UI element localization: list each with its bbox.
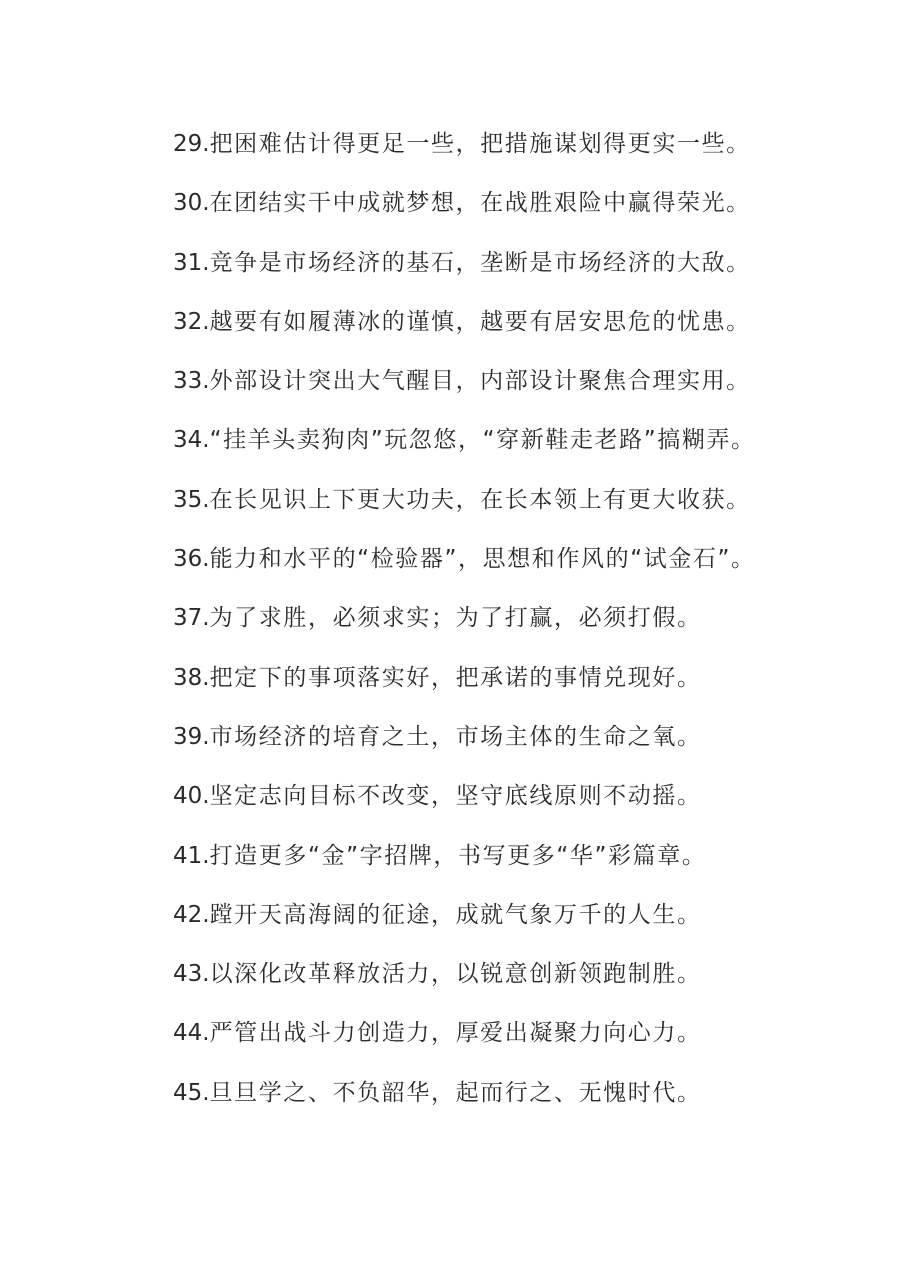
item-number: 39. bbox=[173, 723, 210, 750]
item-number: 38. bbox=[173, 664, 210, 691]
item-number: 33. bbox=[173, 368, 210, 395]
item-text: 把困难估计得更足一些，把措施谋划得更实一些。 bbox=[209, 131, 751, 157]
list-item bbox=[173, 539, 873, 598]
item-text: “挂羊头卖狗肉”玩忽悠，“穿新鞋走老路”搞糊弄。 bbox=[209, 427, 756, 454]
item-text: 坚定志向目标不改变，坚守底线原则不动摇。 bbox=[209, 783, 702, 810]
item-text: 严管出战斗力创造力，厚爱出凝聚力向心力。 bbox=[209, 1020, 702, 1047]
list-item bbox=[173, 302, 873, 361]
list-item bbox=[173, 243, 873, 302]
item-number: 29. bbox=[173, 131, 210, 157]
item-number: 34. bbox=[173, 427, 210, 454]
list-item bbox=[173, 480, 873, 539]
list-item bbox=[173, 124, 873, 183]
item-text: 能力和水平的“检验器”，思想和作风的“试金石”。 bbox=[209, 546, 756, 573]
item-number: 35. bbox=[173, 486, 210, 513]
item-text: 以深化改革释放活力，以锐意创新领跑制胜。 bbox=[209, 961, 702, 988]
list-item bbox=[173, 1073, 873, 1132]
list-item bbox=[173, 420, 873, 479]
item-number: 32. bbox=[173, 308, 210, 335]
list-item bbox=[173, 361, 873, 420]
item-number: 45. bbox=[173, 1079, 210, 1106]
item-text: 为了求胜，必须求实；为了打赢，必须打假。 bbox=[209, 605, 702, 632]
item-number: 37. bbox=[173, 605, 210, 632]
list-item bbox=[173, 954, 873, 1013]
item-text: 把定下的事项落实好，把承诺的事情兑现好。 bbox=[209, 664, 702, 691]
item-text: 打造更多“金”字招牌，书写更多“华”彩篇章。 bbox=[209, 842, 707, 869]
item-number: 30. bbox=[173, 190, 210, 217]
item-number: 42. bbox=[173, 901, 210, 928]
list-item bbox=[173, 895, 873, 954]
list-item bbox=[173, 658, 873, 717]
item-number: 40. bbox=[173, 783, 210, 810]
list-item bbox=[173, 598, 873, 657]
list-item bbox=[173, 776, 873, 835]
item-text: 在团结实干中成就梦想，在战胜艰险中赢得荣光。 bbox=[209, 190, 751, 217]
list-item bbox=[173, 183, 873, 242]
item-number: 36. bbox=[173, 546, 210, 573]
item-text: 旦旦学之、不负韶华，起而行之、无愧时代。 bbox=[209, 1079, 702, 1106]
item-text: 外部设计突出大气醒目，内部设计聚焦合理实用。 bbox=[209, 368, 751, 395]
list-item bbox=[173, 836, 873, 895]
list-item bbox=[173, 717, 873, 776]
item-text: 市场经济的培育之土，市场主体的生命之氧。 bbox=[209, 723, 702, 750]
item-text: 越要有如履薄冰的谨慎，越要有居安思危的忧患。 bbox=[209, 308, 751, 335]
item-number: 43. bbox=[173, 961, 210, 988]
item-number: 41. bbox=[173, 842, 210, 869]
list-item bbox=[173, 1013, 873, 1072]
item-text: 蹚开天高海阔的征途，成就气象万千的人生。 bbox=[209, 901, 702, 928]
item-number: 31. bbox=[173, 249, 210, 276]
item-text: 在长见识上下更大功夫，在长本领上有更大收获。 bbox=[209, 486, 751, 513]
quote-list bbox=[173, 124, 873, 1132]
item-text: 竞争是市场经济的基石，垄断是市场经济的大敌。 bbox=[209, 249, 751, 276]
item-number: 44. bbox=[173, 1020, 210, 1047]
